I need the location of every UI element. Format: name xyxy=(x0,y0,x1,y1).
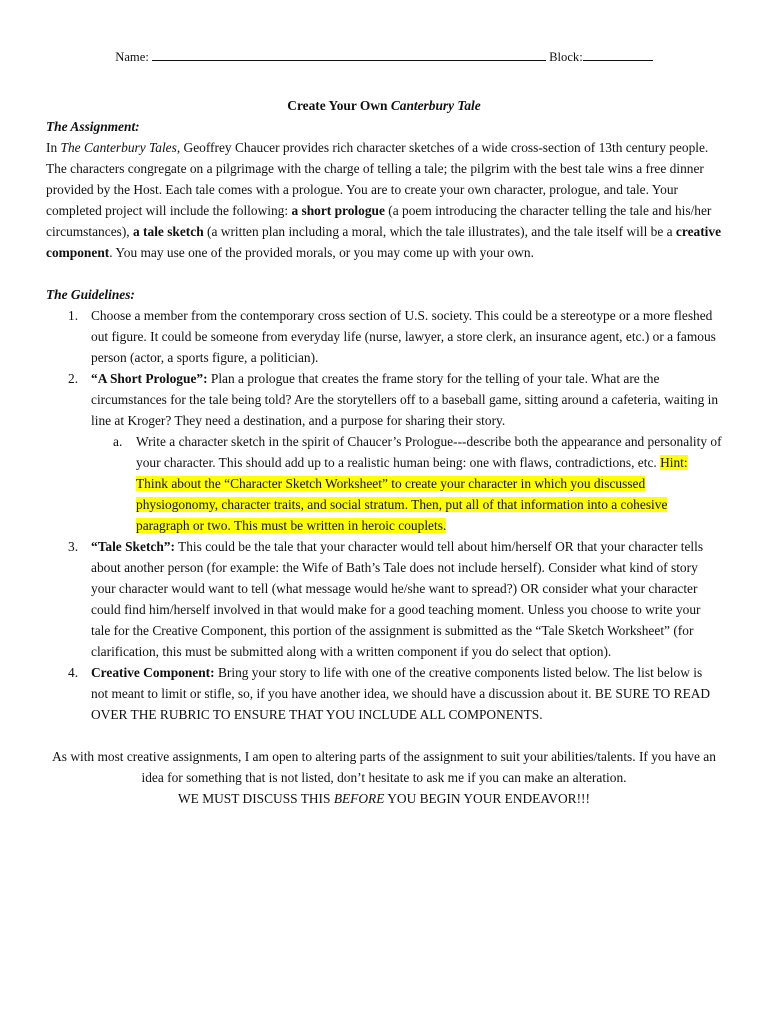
assignment-bold-creative: creative component xyxy=(46,224,722,260)
list-item xyxy=(46,305,722,368)
list-number: 3. xyxy=(68,539,79,554)
assignment-paragraph xyxy=(46,137,722,263)
list-number: 1. xyxy=(68,308,79,323)
closing-emph-1: WE MUST DISCUSS THIS xyxy=(178,791,334,806)
guidelines-heading: The Guidelines: xyxy=(46,287,135,302)
guideline-4-text: Bring your story to life with one of the creative components listed below. The list below is not meant to limit or stifle, so, if you have another idea, we should have a discussion about it. BE SURE TO READ OVER THE RUBRIC TO ENSURE THAT YOU INCLUDE ALL COMPONENTS. xyxy=(91,665,711,722)
assignment-heading: The Assignment: xyxy=(46,119,140,134)
list-item xyxy=(46,368,722,536)
assignment-bold-tale-sketch: a tale sketch xyxy=(133,224,204,239)
assignment-text-5: (a written plan including a moral, which the tale illustrates), and the tale itself will be a xyxy=(203,224,676,239)
list-item xyxy=(46,662,722,725)
list-number: 4. xyxy=(68,665,79,680)
assignment-book-title: The Canterbury Tales xyxy=(60,140,177,155)
assignment-text-3: , Geoffrey Chaucer provides rich character sketches of a wide cross-section of 13th century people. The characters congregate on a pilgrimage with the charge of telling a tale; the pilgrim with the best tale wins a free dinner provided by the Host. Each tale comes with a prologue. You are to create your own character, prologue, and tale. Your completed project will include the following: xyxy=(46,140,709,218)
block-blank xyxy=(583,46,653,61)
guidelines-list xyxy=(46,305,722,725)
assignment-text-1: In xyxy=(46,140,61,155)
sub-list-item xyxy=(91,431,722,536)
closing-paragraph xyxy=(46,746,722,809)
guideline-4-bold: Creative Component: xyxy=(91,665,215,680)
assignment-text-6: . You may use one of the provided morals, or you may come up with your own. xyxy=(109,245,534,260)
guideline-2-text: Plan a prologue that creates the frame story for the telling of your tale. What are the circumstances for the tale being told? Are the storytellers off to a baseball game, sitting around a cafeteria, waiting in line at Kroger? They need a destination, and a purpose for sharing their story. xyxy=(91,371,719,428)
block-label: Block: xyxy=(549,50,583,64)
assignment-text-4: (a poem introducing the character telling the tale and his/her circumstances), xyxy=(46,203,712,239)
name-block-line xyxy=(46,46,722,67)
guideline-3-text: This could be the tale that your character would tell about him/herself OR that your character tells about another person (for example: the Wife of Bath’s Tale does not include herself). Consider what kind of story your character would want to tell (what message would he/she want to spread?) OR consider what your character could find him/herself involved in that would make for a good teaching moment. Unless you choose to write your tale for the Creative Component, this portion of the assignment is submitted as the “Tale Sketch Worksheet” (for clarification, this must be submitted along with a written component if you do select that option). xyxy=(91,539,704,659)
guideline-2-sublist xyxy=(91,431,722,536)
title-italic-text: Canterbury Tale xyxy=(390,98,481,113)
name-label: Name: xyxy=(115,50,149,64)
closing-text: As with most creative assignments, I am open to altering parts of the assignment to suit your abilities/talents. If you have an idea for something that is not listed, don’t hesitate to ask me if you can make an alteration. xyxy=(52,749,716,785)
list-item xyxy=(46,536,722,662)
closing-emph-italic: BEFORE xyxy=(333,791,385,806)
document-title xyxy=(46,95,722,116)
assignment-bold-prologue: a short prologue xyxy=(291,203,385,218)
list-number: 2. xyxy=(68,371,79,386)
closing-emph-2: YOU BEGIN YOUR ENDEAVOR!!! xyxy=(384,791,590,806)
sub-a-text: Write a character sketch in the spirit of Chaucer’s Prologue---describe both the appearance and personality of your character. This should add up to a realistic human being: one with flaws, contradictions, etc. xyxy=(136,434,722,470)
highlighted-hint: Hint: Think about the “Character Sketch Worksheet” to create your character in which you discussed physiogonomy, character traits, and social stratum. Then, put all of that information into a cohesive paragraph or two. This must be written in heroic couplets. xyxy=(136,455,688,533)
closing-emphasis xyxy=(46,788,722,809)
name-blank xyxy=(152,46,546,61)
guideline-3-bold: “Tale Sketch”: xyxy=(91,539,175,554)
guideline-1-text: Choose a member from the contemporary cross section of U.S. society. This could be a stereotype or a more fleshed out figure. It could be someone from everyday life (nurse, lawyer, a store clerk, an insurance agent, etc.) or a famous person (actor, a sports figure, a politician). xyxy=(91,308,716,365)
sub-list-letter: a. xyxy=(113,434,123,449)
guideline-2-bold: “A Short Prologue”: xyxy=(91,371,208,386)
title-text: Create Your Own xyxy=(287,98,391,113)
document-content xyxy=(46,46,722,809)
